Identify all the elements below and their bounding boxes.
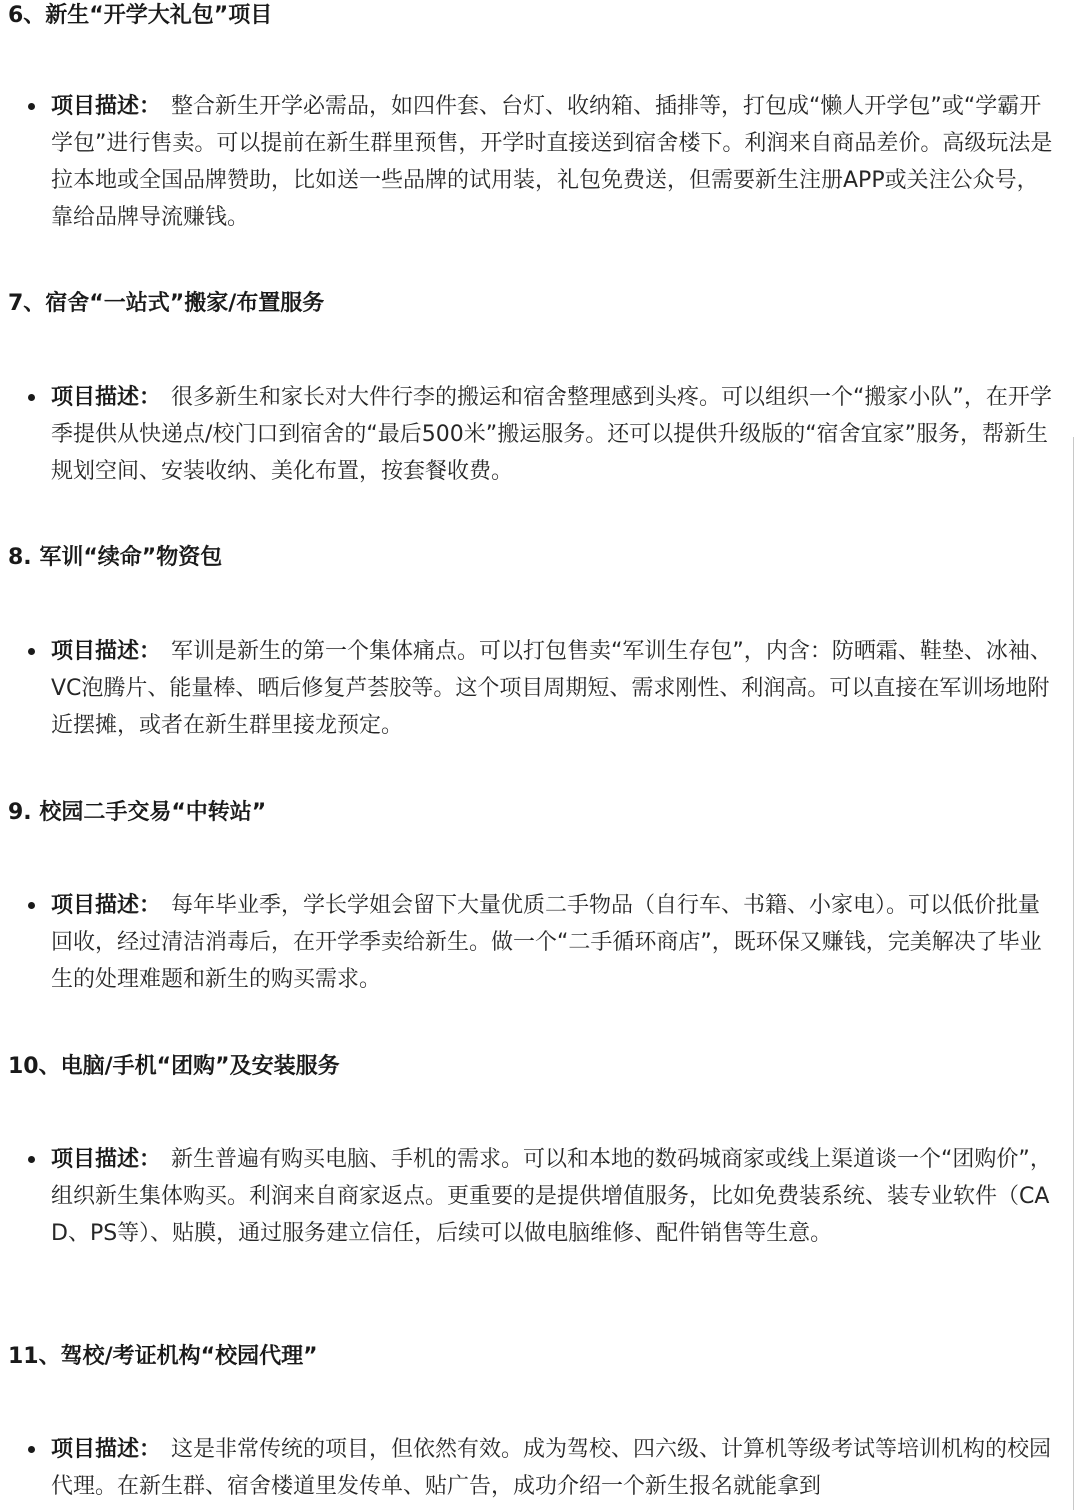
item-description — [51, 1431, 1054, 1505]
bullet-icon — [28, 902, 35, 909]
list-item — [28, 633, 1054, 744]
section-heading-10: 10、电脑/手机“团购”及安装服务 — [8, 1054, 340, 1079]
bullet-icon — [28, 103, 35, 110]
section-heading-11: 11、驾校/考证机构“校园代理” — [8, 1344, 318, 1369]
divider-line — [1073, 437, 1074, 1510]
item-label: 项目描述： — [51, 385, 162, 410]
list-item — [28, 1431, 1054, 1505]
item-label: 项目描述： — [51, 1437, 162, 1462]
item-description — [51, 1141, 1054, 1252]
section-heading-9: 9. 校园二手交易“中转站” — [8, 800, 267, 825]
item-text: 这是非常传统的项目，但依然有效。成为驾校、四六级、计算机等级考试等培训机构的校园代理。在新生群、宿舍楼道里发传单、贴广告，成功介绍一个新生报名就能拿到 — [51, 1437, 1052, 1499]
item-text: 每年毕业季，学长学姐会留下大量优质二手物品（自行车、书籍、小家电）。可以低价批量回收，经过清洁消毒后，在开学季卖给新生。做一个“二手循环商店”，既环保又赚钱，完美解决了毕业生的处理难题和新生的购买需求。 — [51, 893, 1042, 992]
section-heading-7: 7、宿舍“一站式”搬家/布置服务 — [8, 291, 325, 316]
section-heading-8: 8. 军训“续命”物资包 — [8, 545, 223, 570]
list-item — [28, 1141, 1054, 1252]
item-label: 项目描述： — [51, 94, 162, 119]
list-item — [28, 379, 1054, 490]
list-item — [28, 887, 1054, 998]
bullet-icon — [28, 1446, 35, 1453]
item-label: 项目描述： — [51, 893, 162, 918]
bullet-icon — [28, 394, 35, 401]
item-description — [51, 633, 1054, 744]
item-text: 整合新生开学必需品，如四件套、台灯、收纳箱、插排等，打包成“懒人开学包”或“学霸开学包”进行售卖。可以提前在新生群里预售，开学时直接送到宿舍楼下。利润来自商品差价。高级玩法是拉本地或全国品牌赞助，比如送一些品牌的试用装，礼包免费送，但需要新生注册APP或关注公众号，靠给品牌导流赚钱。 — [51, 94, 1053, 230]
item-description — [51, 379, 1054, 490]
item-description — [51, 887, 1054, 998]
item-label: 项目描述： — [51, 1147, 162, 1172]
item-text: 新生普遍有购买电脑、手机的需求。可以和本地的数码城商家或线上渠道谈一个“团购价”，组织新生集体购买。利润来自商家返点。更重要的是提供增值服务，比如免费装系统、装专业软件（CAD、PS等）、贴膜，通过服务建立信任，后续可以做电脑维修、配件销售等生意。 — [51, 1147, 1052, 1246]
bullet-icon — [28, 648, 35, 655]
item-description — [51, 88, 1054, 236]
item-text: 很多新生和家长对大件行李的搬运和宿舍整理感到头疼。可以组织一个“搬家小队”，在开学季提供从快递点/校门口到宿舍的“最后500米”搬运服务。还可以提供升级版的“宿舍宜家”服务，帮新生规划空间、安装收纳、美化布置，按套餐收费。 — [51, 385, 1052, 484]
bullet-icon — [28, 1156, 35, 1163]
item-text: 军训是新生的第一个集体痛点。可以打包售卖“军训生存包”，内含：防晒霜、鞋垫、冰袖、VC泡腾片、能量棒、晒后修复芦荟胶等。这个项目周期短、需求刚性、利润高。可以直接在军训场地附近摆摊，或者在新生群里接龙预定。 — [51, 639, 1052, 738]
list-item — [28, 88, 1054, 236]
item-label: 项目描述： — [51, 639, 162, 664]
section-heading-6: 6、新生“开学大礼包”项目 — [8, 3, 273, 28]
